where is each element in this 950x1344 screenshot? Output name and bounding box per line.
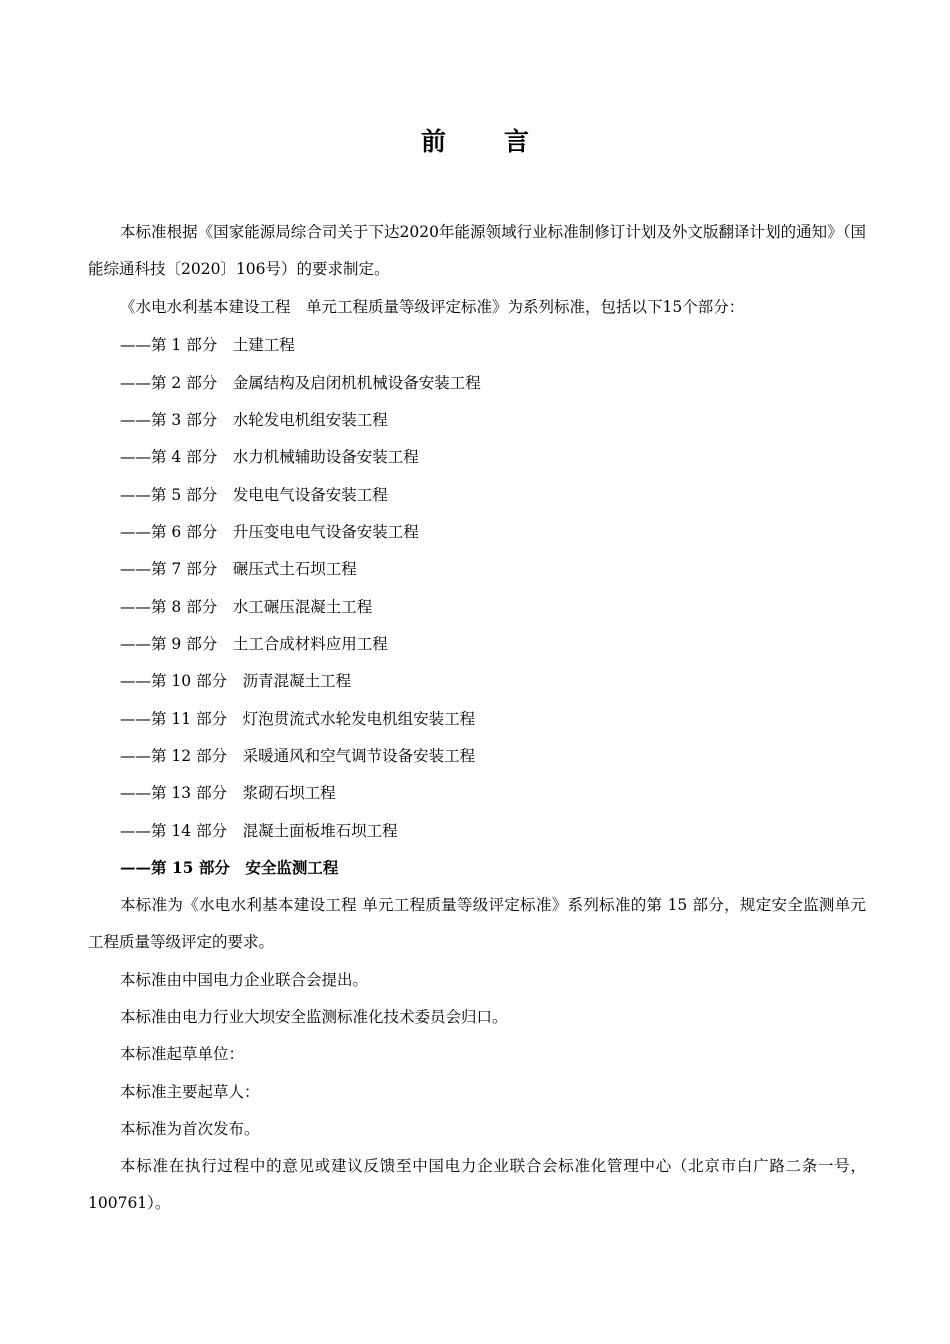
part-item-7: ——第 7 部分 碾压式土石坝工程 <box>120 560 357 578</box>
part-item-6: ——第 6 部分 升压变电电气设备安装工程 <box>120 523 419 541</box>
first-release-paragraph: 本标准为首次发布。 <box>120 1120 260 1138</box>
part-item-2: ——第 2 部分 金属结构及启闭机机械设备安装工程 <box>120 374 481 392</box>
proposer-paragraph: 本标准由中国电力企业联合会提出。 <box>120 971 369 989</box>
part-item-14: ——第 14 部分 混凝土面板堆石坝工程 <box>120 822 398 840</box>
part-item-1: ——第 1 部分 土建工程 <box>120 336 295 354</box>
part-item-11: ——第 11 部分 灯泡贯流式水轮发电机组安装工程 <box>120 710 476 728</box>
part-item-3: ——第 3 部分 水轮发电机组安装工程 <box>120 411 388 429</box>
part-item-4: ——第 4 部分 水力机械辅助设备安装工程 <box>120 448 419 466</box>
intro-paragraph-1: 本标准根据《国家能源局综合司关于下达2020年能源领域行业标准制修订计划及外文版翻译计划的通知》（国能综通科技〔2020〕106号）的要求制定。 <box>88 223 866 278</box>
scope-paragraph: 本标准为《水电水利基本建设工程 单元工程质量等级评定标准》系列标准的第 15 部分，规定安全监测单元工程质量等级评定的要求。 <box>88 896 866 951</box>
part-item-8: ——第 8 部分 水工碾压混凝土工程 <box>120 598 373 616</box>
part-item-12: ——第 12 部分 采暖通风和空气调节设备安装工程 <box>120 747 476 765</box>
responsible-committee-paragraph: 本标准由电力行业大坝安全监测标准化技术委员会归口。 <box>120 1008 508 1026</box>
drafters-paragraph: 本标准主要起草人： <box>120 1083 260 1101</box>
part-item-9: ——第 9 部分 土工合成材料应用工程 <box>120 635 388 653</box>
part-item-15: ——第 15 部分 安全监测工程 <box>120 858 339 877</box>
part-item-13: ——第 13 部分 浆砌石坝工程 <box>120 784 336 802</box>
part-item-5: ——第 5 部分 发电电气设备安装工程 <box>120 486 388 504</box>
page-title: 前言 <box>420 127 587 156</box>
part-item-10: ——第 10 部分 沥青混凝土工程 <box>120 672 352 690</box>
feedback-paragraph: 本标准在执行过程中的意见或建议反馈至中国电力企业联合会标准化管理中心（北京市白广路二条一号，100761）。 <box>88 1157 866 1212</box>
intro-paragraph-2: 《水电水利基本建设工程 单元工程质量等级评定标准》为系列标准，包括以下15个部分： <box>120 298 745 316</box>
drafting-units-paragraph: 本标准起草单位： <box>120 1045 245 1063</box>
